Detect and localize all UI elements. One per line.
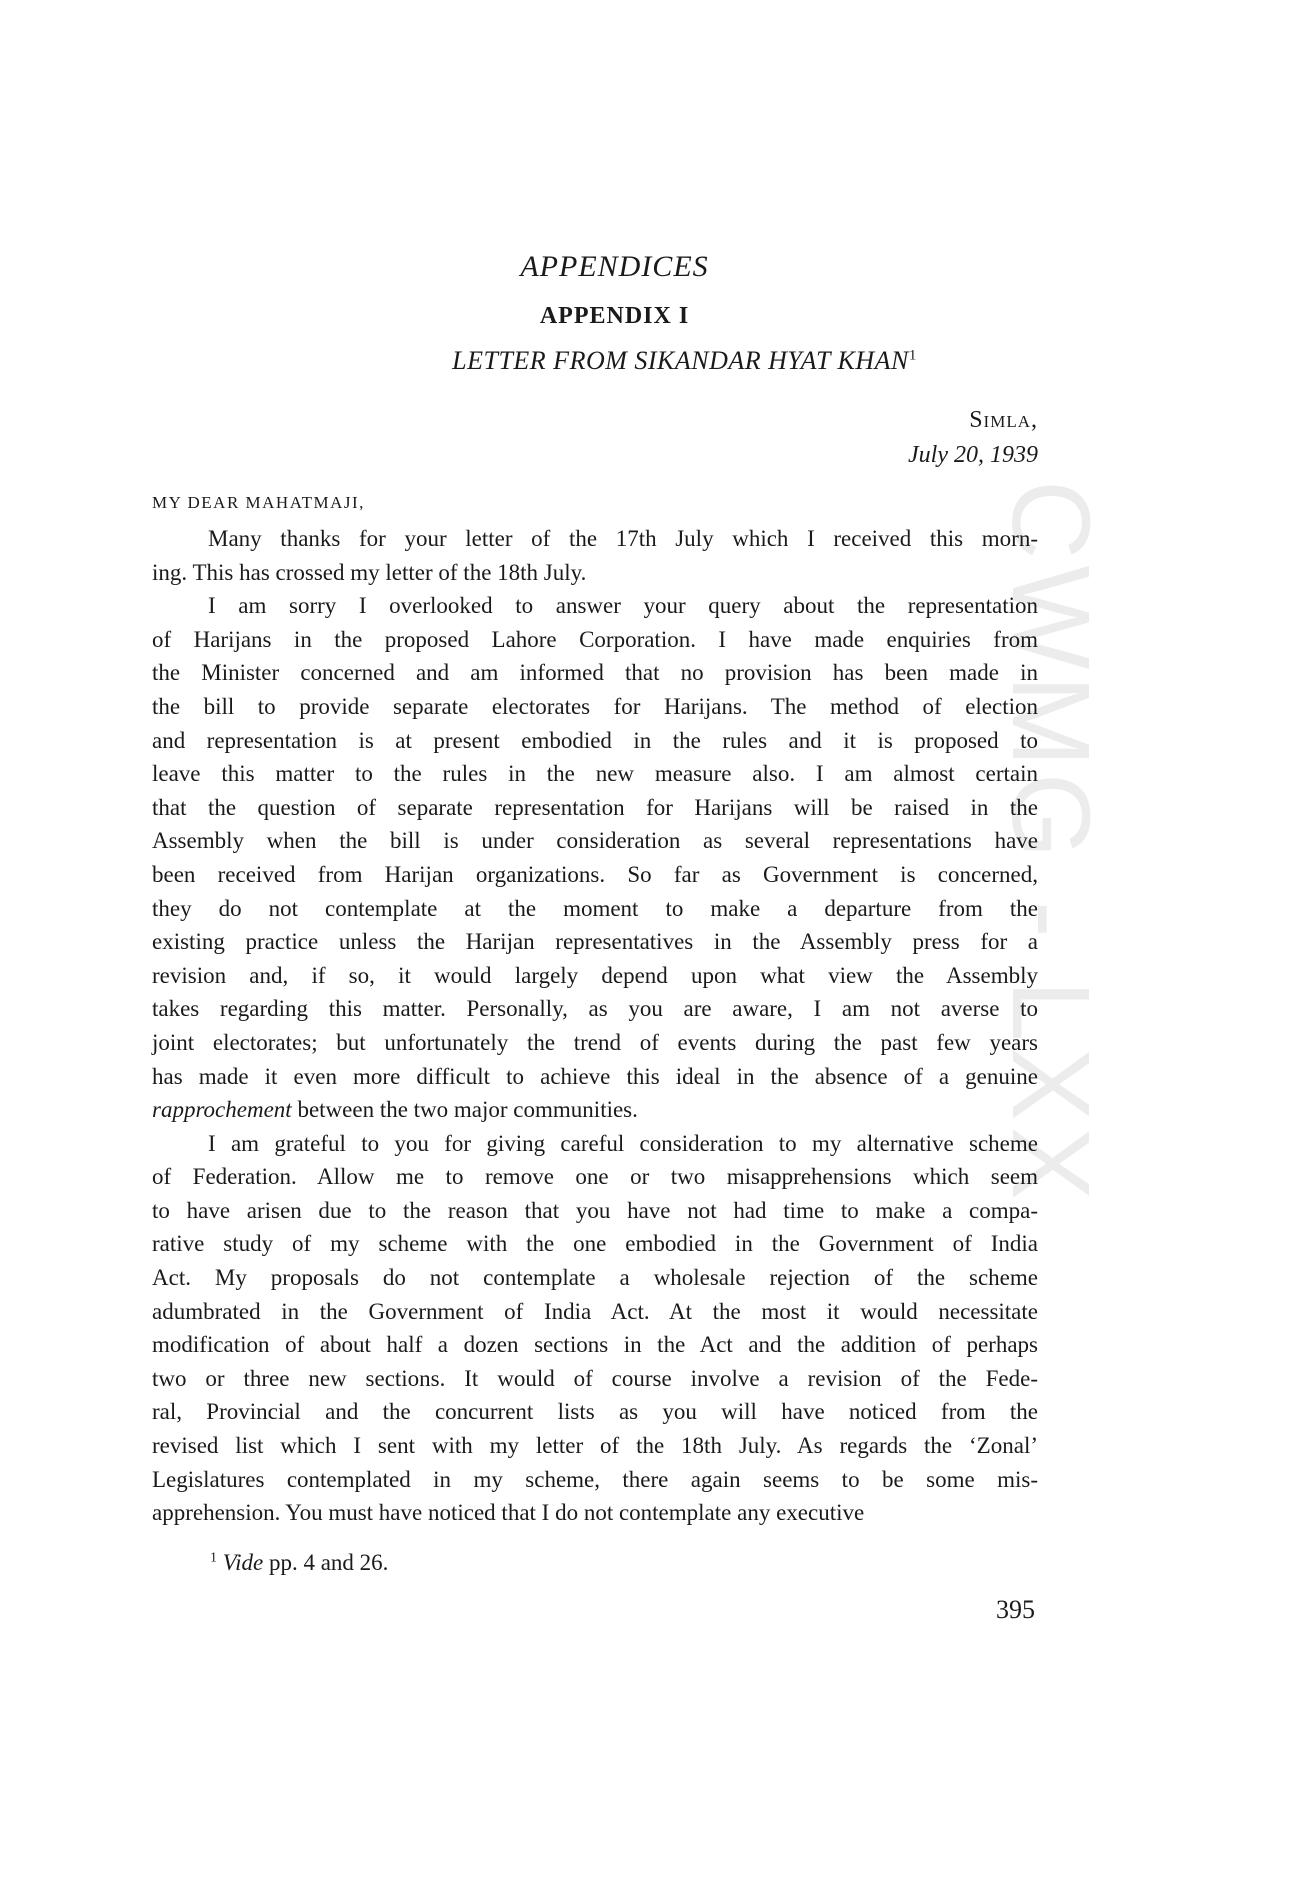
- letter-title-text: LETTER FROM SIKANDAR HYAT KHAN: [452, 346, 909, 375]
- letter-date: July 20, 1939: [908, 442, 1038, 468]
- title-footnote-marker: 1: [908, 347, 917, 364]
- text-line: I am grateful to you for giving careful consideration to my alternative scheme: [208, 1130, 1038, 1156]
- text-line: the Minister concerned and am informed that no provision has been made in: [152, 660, 1038, 686]
- text-line: has made it even more difficult to achieve this ideal in the absence of a genuine: [152, 1063, 1038, 1089]
- letter-place: Simla,: [969, 407, 1038, 433]
- text-line: Assembly when the bill is under consideration as several representations have: [152, 828, 1038, 854]
- text-line: joint electorates; but unfortunately the trend of events during the past few years: [152, 1029, 1038, 1055]
- text-line: two or three new sections. It would of course involve a revision of the Fede-: [152, 1365, 1038, 1391]
- text-line: the bill to provide separate electorates for Harijans. The method of election: [152, 693, 1038, 719]
- footnote-vide: Vide: [222, 1550, 264, 1575]
- text-line: they do not contemplate at the moment to make a departure from the: [152, 895, 1038, 921]
- text-line: of Harijans in the proposed Lahore Corporation. I have made enquiries from: [152, 626, 1038, 652]
- paragraph: [152, 522, 1038, 589]
- appendix-heading: APPENDIX I: [539, 303, 690, 329]
- text-line: Act. My proposals do not contemplate a wholesale rejection of the scheme: [152, 1265, 1038, 1291]
- text-line: apprehension. You must have noticed that I do not contemplate any executive: [152, 1500, 865, 1526]
- text-line: leave this matter to the rules in the new measure also. I am almost certain: [152, 761, 1038, 787]
- text-line: adumbrated in the Government of India Act. At the most it would necessitate: [152, 1298, 1038, 1324]
- text-line: modification of about half a dozen sections in the Act and the addition of perhaps: [152, 1332, 1038, 1358]
- text-line: ral, Provincial and the concurrent lists as you will have noticed from the: [152, 1399, 1038, 1425]
- text-line: revised list which I sent with my letter of the 18th July. As regards the ‘Zonal’: [152, 1433, 1038, 1459]
- footnote-marker: 1: [210, 1550, 217, 1566]
- text-line: rative study of my scheme with the one embodied in the Government of India: [152, 1231, 1038, 1257]
- text-line: takes regarding this matter. Personally, as you are aware, I am not averse to: [152, 996, 1038, 1022]
- page-number: 395: [996, 1595, 1035, 1624]
- letter-title: [70, 346, 1299, 376]
- text-line: existing practice unless the Harijan representatives in the Assembly press for a: [152, 929, 1038, 955]
- text-line: of Federation. Allow me to remove one or two misapprehensions which seem: [152, 1164, 1038, 1190]
- footnote: [210, 1550, 388, 1576]
- footnote-text: pp. 4 and 26.: [263, 1550, 389, 1575]
- text-line: rapprochement between the two major communities.: [152, 1097, 638, 1123]
- text-line: and representation is at present embodied in the rules and it is proposed to: [152, 727, 1038, 753]
- text-line: ing. This has crossed my letter of the 18th July.: [152, 559, 587, 585]
- watermark: CWMG - LXX: [989, 480, 1112, 1207]
- text-line: Many thanks for your letter of the 17th July which I received this morn-: [208, 526, 1038, 551]
- paragraph: [152, 589, 1038, 1127]
- text-line: revision and, if so, it would largely depend upon what view the Assembly: [152, 962, 1038, 988]
- section-heading: APPENDICES: [520, 250, 709, 283]
- text-line: been received from Harijan organizations. So far as Government is concerned,: [152, 861, 1038, 887]
- text-line: that the question of separate representation for Harijans will be raised in the: [152, 794, 1038, 820]
- text-line: to have arisen due to the reason that you have not had time to make a compa-: [152, 1197, 1038, 1223]
- salutation: MY DEAR MAHATMAJI,: [152, 493, 365, 512]
- text-line: I am sorry I overlooked to answer your query about the representation: [208, 593, 1038, 619]
- text-line: Legislatures contemplated in my scheme, there again seems to be some mis-: [152, 1466, 1038, 1492]
- letter-body: [152, 522, 1038, 1530]
- paragraph: [152, 1127, 1038, 1530]
